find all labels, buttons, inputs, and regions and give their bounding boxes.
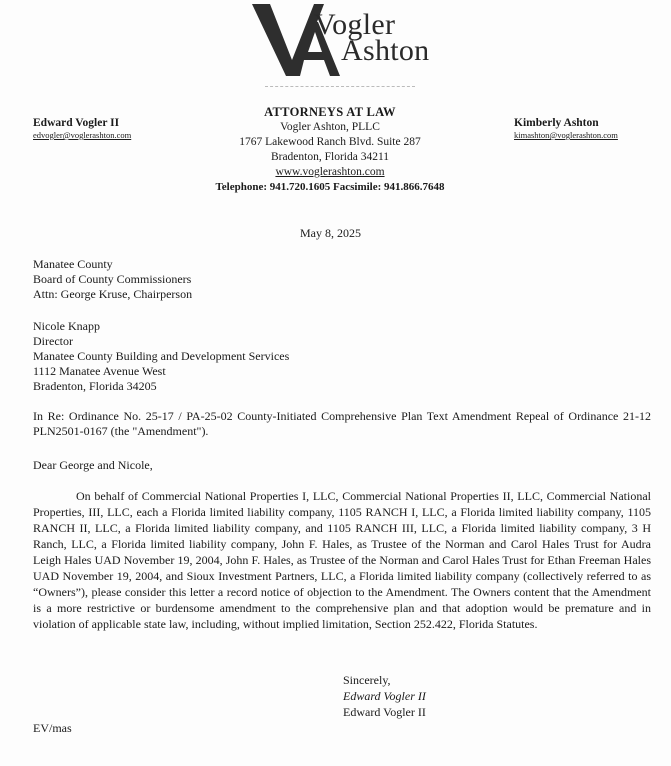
address-line: Board of County Commissioners (33, 272, 192, 286)
recipient-block-county (33, 257, 192, 302)
firm-logo (248, 0, 438, 78)
letterhead-center (180, 105, 480, 195)
address-line: Nicole Knapp (33, 319, 100, 333)
address-line: Director (33, 334, 73, 348)
valediction: Sincerely, (343, 673, 391, 687)
address-line: Bradenton, Florida 34205 (33, 379, 157, 393)
firm-website: www.voglerashton.com (275, 166, 385, 178)
logo-divider (265, 86, 415, 87)
partner-email: kimashton@voglerashton.com (514, 130, 618, 140)
address-line: Attn: George Kruse, Chairperson (33, 287, 193, 301)
partner-name: Kimberly Ashton (514, 117, 599, 129)
address-line: Manatee County Building and Development Services (33, 349, 290, 363)
salutation: Dear George and Nicole, (33, 458, 153, 472)
firm-address-line1: 1767 Lakewood Ranch Blvd. Suite 287 (239, 136, 421, 148)
signature: Edward Vogler II (343, 689, 426, 703)
address-line: 1112 Manatee Avenue West (33, 364, 166, 378)
letter-date: May 8, 2025 (300, 226, 361, 240)
body-paragraph: On behalf of Commercial National Properties I, LLC, Commercial National Properties II, LLC, Commercial National Properties, III, LLC, each a Florida limited liability company, 1105 RANCH I, LLC, a Florida limited liability company, 1105 RANCH II, LLC, a Florida limited liability company, and 1105 RANCH III, LLC, a Florida limited liability company, 3 H Ranch, LLC, a Florida limited liability company, John F. Hales, as Trustee of the Norman and Carol Hales Trust for Audra Leigh Hales UAD November 19, 2004, John F. Hales, as Trustee of the Norman and Carol Hales Trust for Ethan Freeman Hales UAD November 19, 2004, and Sioux Investment Partners, LLC, a Florida limited liability company (collectively referred to as “Owners”), please consider this letter a record notice of objection to the Amendment. The Owners content that the Amendment is a more restrictive or burdensome amendment to the comprehensive plan and that adoption would be premature and in violation of applicable state law, including, without implied limitation, Section 252.422, Florida Statutes. (33, 489, 651, 631)
re-line: In Re: Ordinance No. 25-17 / PA-25-02 County-Initiated Comprehensive Plan Text Amendment Repeal of Ordinance 21-12 PLN2501-0167 (the "Amendment"). (33, 409, 651, 438)
partner-name: Edward Vogler II (33, 117, 120, 129)
logo-word-ashton: Ashton (341, 34, 430, 67)
recipient-block-director (33, 319, 289, 394)
left-partner (33, 117, 131, 141)
firm-phones: Telephone: 941.720.1605 Facsimile: 941.866.7648 (215, 181, 445, 193)
closing-block (343, 672, 426, 720)
address-line: Manatee County (33, 257, 113, 271)
right-partner (514, 117, 618, 141)
reference-initials: EV/mas (33, 721, 72, 735)
letterhead-title: ATTORNEYS AT LAW (264, 105, 396, 119)
firm-address-line2: Bradenton, Florida 34211 (270, 151, 390, 163)
firm-name: Vogler Ashton, PLLC (280, 121, 380, 133)
signer-name: Edward Vogler II (343, 705, 426, 719)
partner-email: edvogler@voglerashton.com (33, 130, 132, 140)
logo-word-vogler: Vogler (314, 8, 396, 41)
